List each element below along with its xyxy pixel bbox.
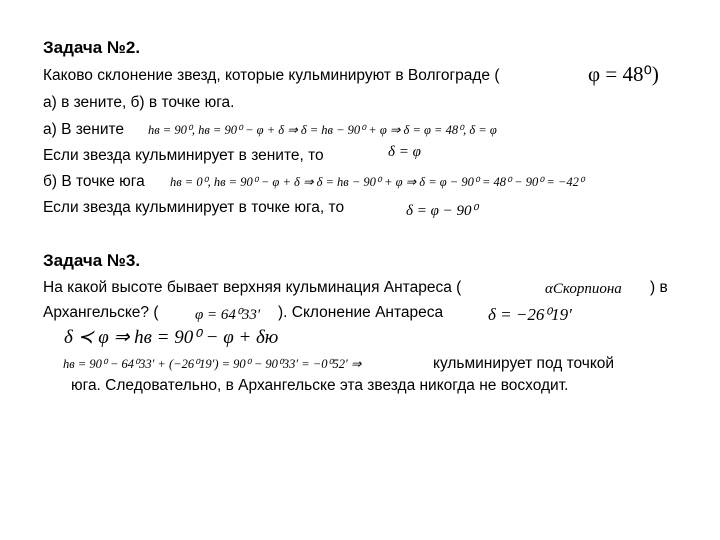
task3-question-start: На какой высоте бывает верхняя кульминация Антареса (	[43, 279, 462, 296]
task3-title: Задача №3.	[43, 251, 141, 270]
task2-phi-value: φ = 48⁰)	[588, 62, 659, 86]
task3-delta-value: δ = −26⁰19′	[488, 305, 572, 324]
task3-formula2: hв = 90⁰ − 64⁰33′ + (−26⁰19′) = 90⁰ − 90⁰33′ = −0⁰52′ ⇒	[63, 357, 362, 371]
task2-b-label: б) В точке юга	[43, 173, 145, 190]
task3-line2-start: Архангельске? (	[43, 304, 159, 321]
task2-b-formula: hв = 0⁰, hв = 90⁰ − φ + δ ⇒ δ = hв − 90⁰ + φ ⇒ δ = φ − 90⁰ = 48⁰ − 90⁰ = −42⁰	[170, 175, 584, 189]
task2-a-result: δ = φ	[388, 144, 421, 160]
task2-question: Каково склонение звезд, которые кульминируют в Волгограде (	[43, 67, 500, 84]
task3-phi-value: φ = 64⁰33′	[195, 307, 261, 323]
task3-conclusion-line1: кульминирует под точкой	[433, 355, 615, 372]
task3-line2-mid: ). Склонение Антареса	[278, 304, 444, 321]
task2-a-conclusion: Если звезда кульминирует в зените, то	[43, 147, 324, 164]
task3-conclusion-line2: юга. Следовательно, в Архангельске эта звезда никогда не восходит.	[71, 377, 569, 394]
task2-b-result: δ = φ − 90⁰	[406, 203, 478, 219]
task3-question-end: ) в	[650, 279, 668, 296]
task2-b-conclusion: Если звезда кульминирует в точке юга, то	[43, 199, 345, 216]
task2-a-label: а) В зените	[43, 121, 125, 138]
task2-parts: а) в зените, б) в точке юга.	[43, 94, 235, 111]
task3-formula1: δ ≺ φ ⇒ hв = 90⁰ − φ + δю	[64, 327, 279, 348]
task3-star-name: αСкорпиона	[545, 281, 622, 297]
task2-a-formula: hв = 90⁰, hв = 90⁰ − φ + δ ⇒ δ = hв − 90⁰ + φ ⇒ δ = φ = 48⁰, δ = φ	[148, 123, 497, 137]
task2-title: Задача №2.	[43, 38, 141, 57]
